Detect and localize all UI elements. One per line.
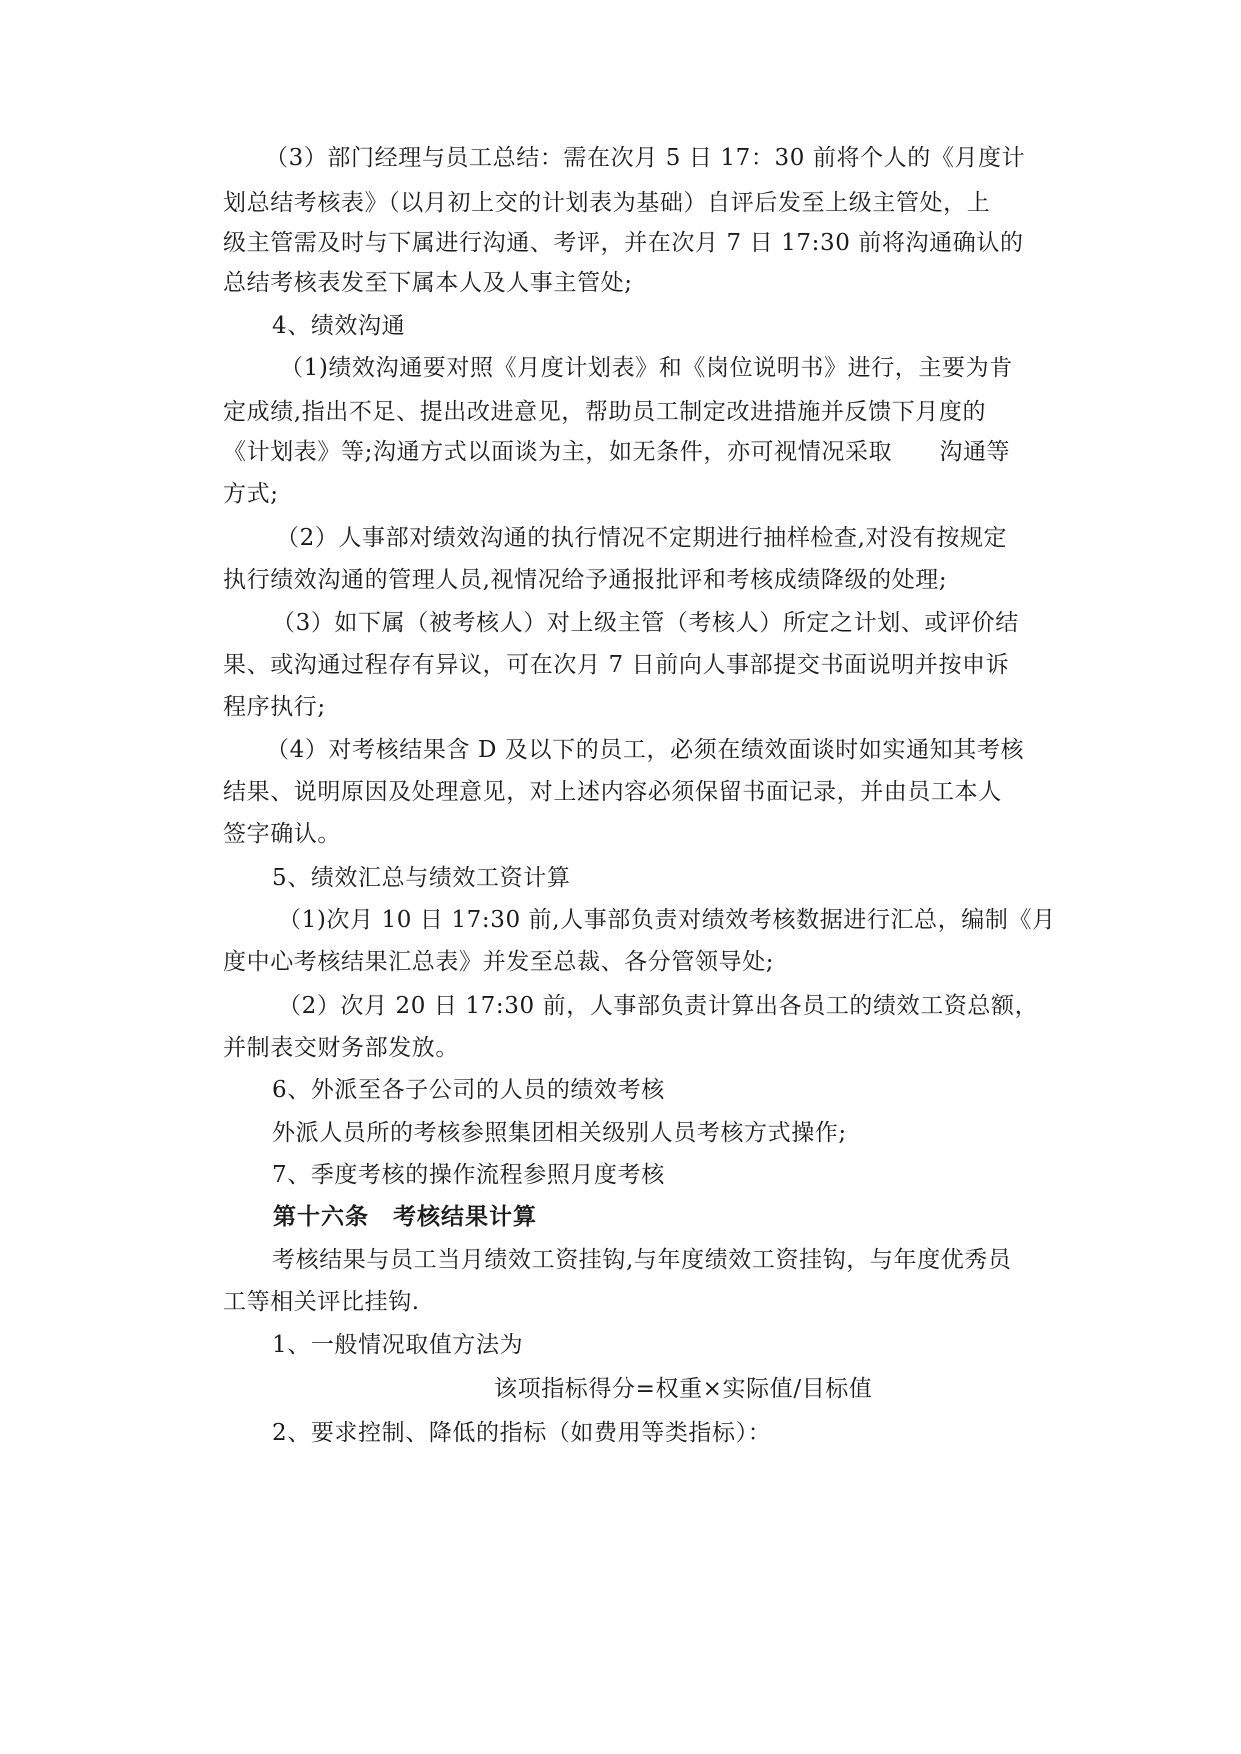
paragraph-line: 果、或沟通过程存有异议，可在次月 7 日前向人事部提交书面说明并按申诉 bbox=[223, 652, 1010, 678]
paragraph-line: 总结考核表发至下属本人及人事主管处; bbox=[223, 270, 633, 296]
paragraph-line: 工等相关评比挂钩. bbox=[223, 1289, 420, 1315]
section-heading: 5、绩效汇总与绩效工资计算 bbox=[272, 865, 571, 891]
paragraph-line: 签字确认。 bbox=[223, 821, 341, 847]
paragraph-line: （2）次月 20 日 17:30 前，人事部负责计算出各员工的绩效工资总额， bbox=[278, 993, 1039, 1019]
paragraph-line: 方式; bbox=[223, 481, 279, 507]
paragraph-line: （1)次月 10 日 17:30 前,人事部负责对绩效考核数据进行汇总，编制《月 bbox=[278, 907, 1056, 933]
paragraph-line: （2）人事部对绩效沟通的执行情况不定期进行抽样检查,对没有按规定 bbox=[276, 525, 1008, 551]
article-heading: 第十六条 考核结果计算 bbox=[273, 1203, 537, 1230]
paragraph-line: 结果、说明原因及处理意见，对上述内容必须保留书面记录，并由员工本人 bbox=[223, 779, 1002, 805]
section-heading: 7、季度考核的操作流程参照月度考核 bbox=[272, 1162, 665, 1188]
paragraph-line: （1)绩效沟通要对照《月度计划表》和《岗位说明书》进行，主要为肯 bbox=[280, 355, 1013, 381]
paragraph-line: 划总结考核表》（以月初上交的计划表为基础）自评后发至上级主管处，上 bbox=[223, 190, 991, 216]
section-heading: 6、外派至各子公司的人员的绩效考核 bbox=[272, 1077, 665, 1103]
section-heading: 1、一般情况取值方法为 bbox=[272, 1332, 524, 1358]
paragraph-line: 考核结果与员工当月绩效工资挂钩,与年度绩效工资挂钩，与年度优秀员 bbox=[272, 1247, 1012, 1273]
paragraph-line: 《计划表》等;沟通方式以面谈为主，如无条件，亦可视情况采取 沟通等 bbox=[223, 439, 1011, 465]
paragraph-line: 执行绩效沟通的管理人员,视情况给予通报批评和考核成绩降级的处理; bbox=[223, 567, 948, 593]
section-heading: 4、绩效沟通 bbox=[272, 313, 406, 339]
paragraph-line: 程序执行; bbox=[223, 694, 326, 720]
paragraph-line: 度中心考核结果汇总表》并发至总裁、各分管领导处; bbox=[223, 949, 775, 975]
paragraph-line: （3）如下属（被考核人）对上级主管（考核人）所定之计划、或评价结 bbox=[272, 610, 1019, 636]
paragraph-line: （3）部门经理与员工总结：需在次月 5 日 17：30 前将个人的《月度计 bbox=[265, 145, 1026, 171]
paragraph-line: （4）对考核结果含 D 及以下的员工，必须在绩效面谈时如实通知其考核 bbox=[266, 737, 1025, 763]
section-heading: 2、要求控制、降低的指标（如费用等类指标）： bbox=[272, 1420, 772, 1446]
paragraph-line: 并制表交财务部发放。 bbox=[223, 1035, 459, 1061]
paragraph-line: 定成绩,指出不足、提出改进意见，帮助员工制定改进措施并反馈下月度的 bbox=[223, 399, 987, 425]
paragraph-line: 外派人员所的考核参照集团相关级别人员考核方式操作; bbox=[272, 1120, 847, 1146]
formula-line: 该项指标得分=权重×实际值/目标值 bbox=[494, 1376, 873, 1402]
paragraph-line: 级主管需及时与下属进行沟通、考评，并在次月 7 日 17:30 前将沟通确认的 bbox=[223, 230, 1024, 256]
